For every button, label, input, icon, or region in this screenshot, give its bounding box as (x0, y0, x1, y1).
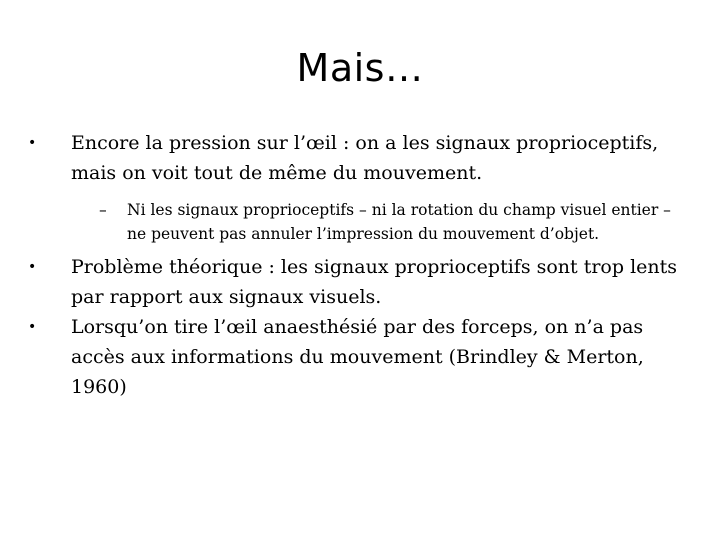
sub-bullet-text: Ni les signaux proprioceptifs – ni la rotation du champ visuel entier – ne peuvent pas annuler l’impression du mouvement d’objet. (127, 201, 671, 243)
sub-bullet-marker: – (99, 201, 107, 219)
sub-bullet-item (99, 198, 688, 246)
bullet-marker: • (28, 319, 37, 335)
bullet-item (28, 252, 688, 312)
slide-title: Mais… (296, 46, 424, 90)
bullet-marker: • (28, 135, 37, 151)
slide-content (28, 128, 688, 402)
bullet-text: Lorsqu’on tire l’œil anaesthésié par des forceps, on n’a pas accès aux informations du mouvement (Brindley & Merton, 1960) (71, 316, 644, 398)
bullet-item (28, 128, 688, 188)
bullet-text: Problème théorique : les signaux proprioceptifs sont trop lents par rapport aux signaux visuels. (71, 256, 678, 308)
bullet-text: Encore la pression sur l’œil : on a les signaux proprioceptifs, mais on voit tout de même du mouvement. (71, 132, 659, 184)
bullet-item (28, 312, 688, 402)
bullet-marker: • (28, 259, 37, 275)
